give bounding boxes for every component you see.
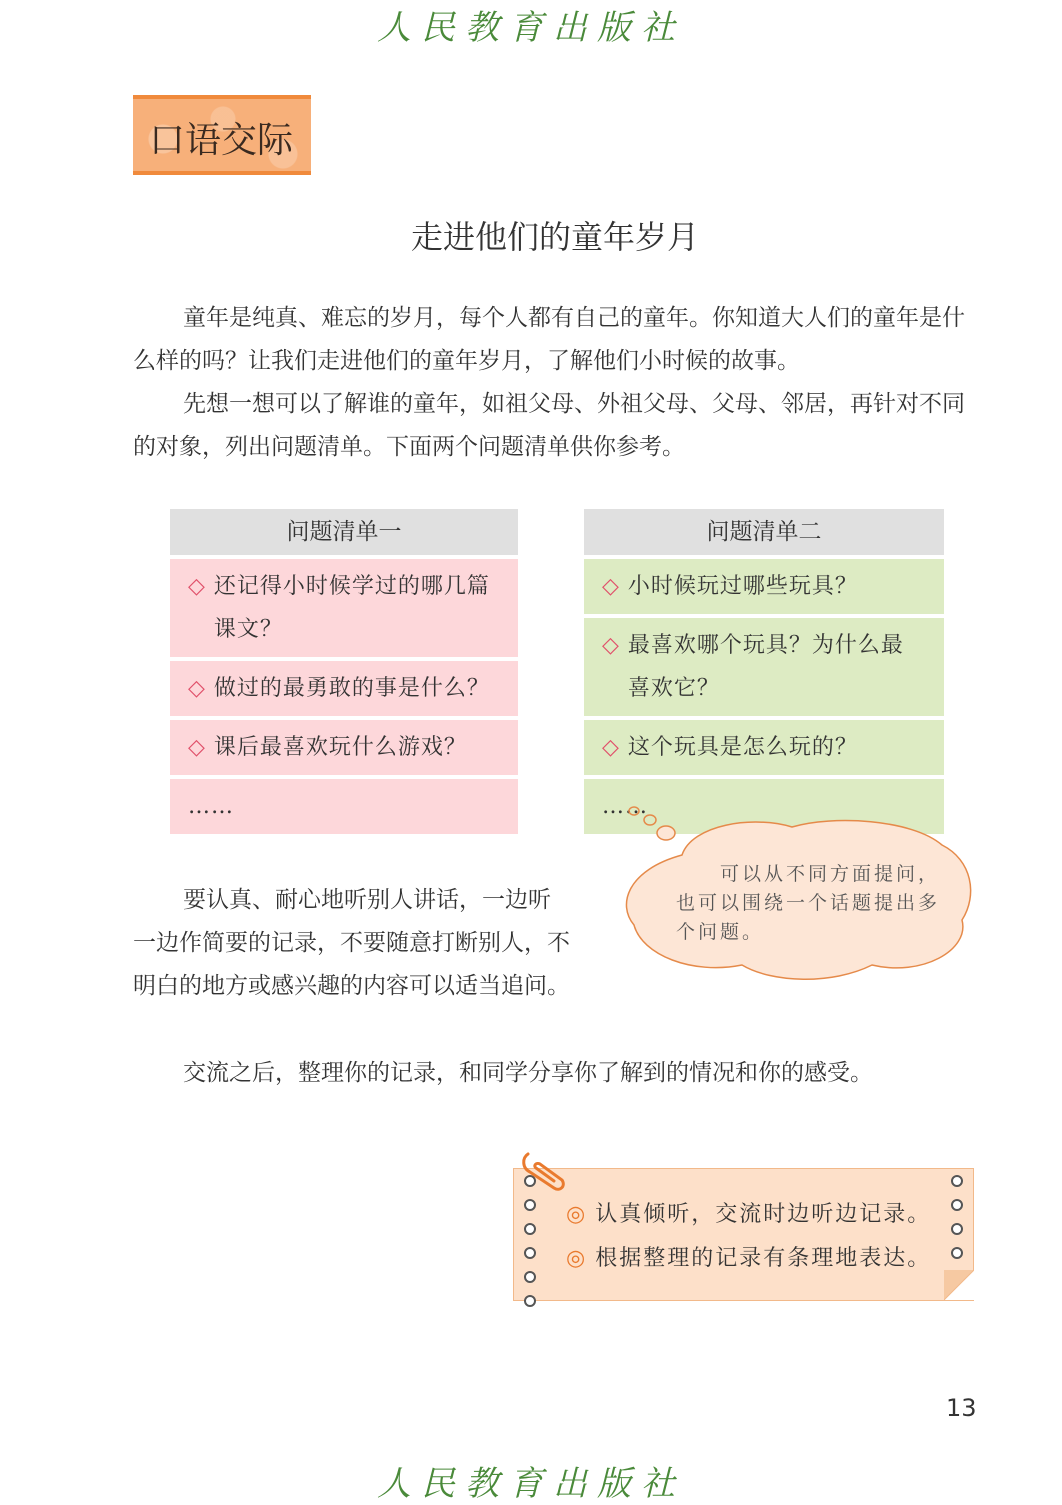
- paragraph-instruction: 先想一想可以了解谁的童年，如祖父母、外祖父母、父母、邻居，再针对不同的对象，列出问题清单。下面两个问题清单供你参考。: [133, 391, 965, 460]
- double-circle-icon: ◎: [566, 1246, 588, 1271]
- list-ellipsis: ……: [170, 779, 518, 834]
- publisher-logo-bottom: 人民教育出版社: [377, 1464, 685, 1504]
- paragraph-listening: 要认真、耐心地听别人讲话，一边听一边作简要的记录，不要随意打断别人，不明白的地方或感兴趣的内容可以适当追问。: [133, 887, 570, 999]
- section-tag: [133, 95, 311, 175]
- publisher-logo-top: 人民教育出版社: [377, 8, 685, 48]
- thought-bubble-text: 可以从不同方面提问，也可以围绕一个话题提出多个问题。: [676, 863, 941, 943]
- list-item: ◇ 做过的最勇敢的事是什么？: [170, 661, 518, 716]
- diamond-icon: ◇: [602, 633, 620, 658]
- list-item: ◇ 这个玩具是怎么玩的？: [584, 720, 944, 775]
- section-tag-label: 口语交际: [149, 120, 294, 161]
- page-fold-icon: [944, 1270, 974, 1300]
- diamond-icon: ◇: [602, 574, 620, 599]
- question-list-two: [584, 509, 944, 834]
- tip-line: ◎ 根据整理的记录有条理地表达。: [566, 1246, 932, 1271]
- lesson-title: 走进他们的童年岁月: [410, 218, 699, 256]
- list-ellipsis: ……: [584, 779, 944, 834]
- tip-line: ◎ 认真倾听，交流时边听边记录。: [566, 1202, 932, 1227]
- question-list-two-title: 问题清单二: [584, 509, 944, 555]
- question-list-one-title: 问题清单一: [170, 509, 518, 555]
- paragraph-sharing: 交流之后，整理你的记录，和同学分享你了解到的情况和你的感受。: [183, 1060, 873, 1086]
- diamond-icon: ◇: [602, 735, 620, 760]
- list-item: ◇ 小时候玩过哪些玩具？: [584, 559, 944, 614]
- diamond-icon: ◇: [188, 676, 206, 701]
- diamond-icon: ◇: [188, 574, 206, 599]
- list-item: ◇ 课后最喜欢玩什么游戏？: [170, 720, 518, 775]
- question-list-one: [170, 509, 518, 834]
- double-circle-icon: ◎: [566, 1202, 588, 1227]
- tips-note: [513, 1168, 974, 1301]
- list-item: ◇ 还记得小时候学过的哪几篇课文？: [170, 559, 518, 657]
- list-item: ◇ 最喜欢哪个玩具？为什么最喜欢它？: [584, 618, 944, 716]
- paperclip-icon: [520, 1148, 566, 1198]
- page-number: 13: [946, 1394, 977, 1422]
- paragraph-intro: 童年是纯真、难忘的岁月，每个人都有自己的童年。你知道大人们的童年是什么样的吗？让我们走进他们的童年岁月，了解他们小时候的故事。: [133, 305, 965, 374]
- diamond-icon: ◇: [188, 735, 206, 760]
